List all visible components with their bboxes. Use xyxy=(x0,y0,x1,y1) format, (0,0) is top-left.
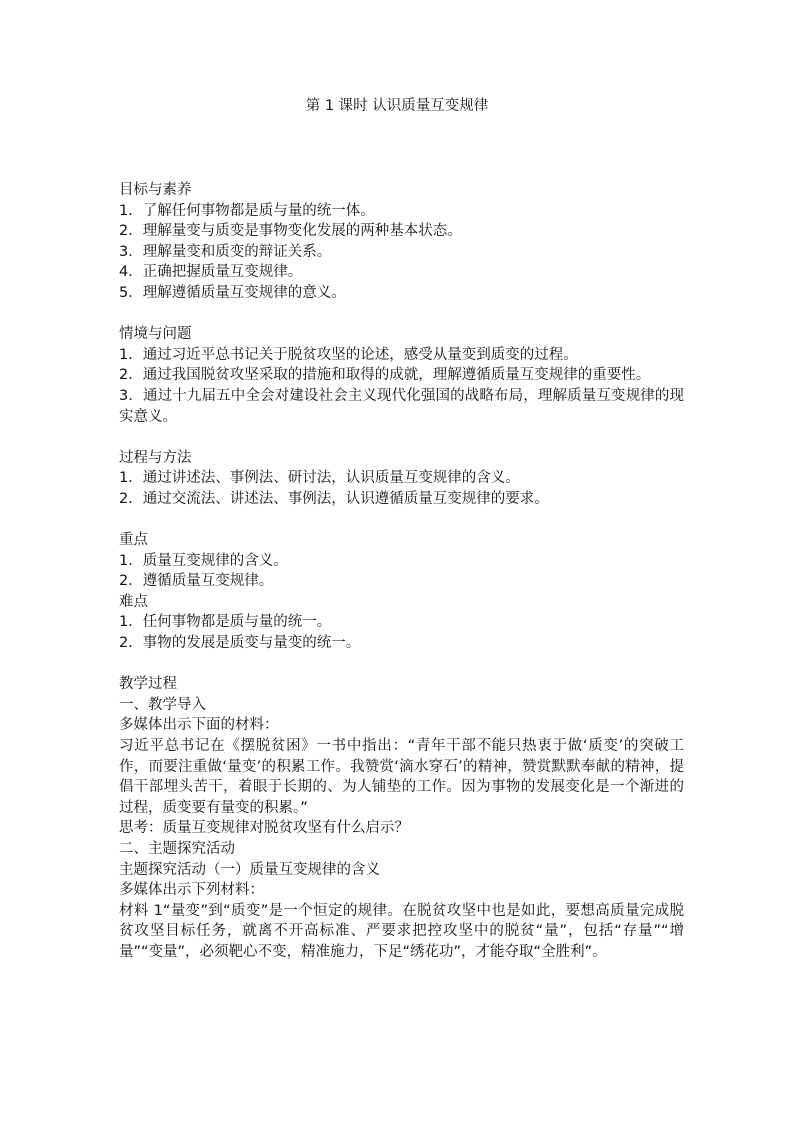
material-paragraph: 材料 1“量变”到“质变”是一个恒定的规律。在脱贫攻坚中也是如此，要想高质量完成脱贫攻坚目标任务，就离不开高标准、严要求把控攻坚中的脱贫“量”，包括“存量”“增量”“变量”，必须靶心不变，精准施力，下足“绣花功”，才能夺取“全胜利”。 xyxy=(119,902,684,960)
section-activities: 二、主题探究活动 xyxy=(119,841,235,857)
media-note: 多媒体出示下列材料： xyxy=(119,882,264,899)
situation-item: 2．通过我国脱贫攻坚采取的措施和取得的成就，理解遵循质量互变规律的重要性。 xyxy=(119,367,651,384)
keypoint-item: 2．遵循质量互变规律。 xyxy=(119,573,274,590)
goal-item: 5．理解遵循质量互变规律的意义。 xyxy=(119,284,346,301)
goals-heading: 目标与素养 xyxy=(119,182,192,198)
situation-heading: 情境与问题 xyxy=(119,326,192,343)
lesson-title: 第 1 课时 认识质量互变规律 xyxy=(305,98,489,114)
goal-item: 4．正确把握质量互变规律。 xyxy=(119,264,303,281)
document-body xyxy=(119,180,684,963)
goal-item: 3．理解量变和质变的辩证关系。 xyxy=(119,243,332,260)
difficulty-item: 2．事物的发展是质变与量变的统一。 xyxy=(119,635,361,652)
think-question: 思考：质量互变规律对脱贫攻坚有什么启示？ xyxy=(119,820,409,837)
teaching-heading: 教学过程 xyxy=(119,676,177,693)
quote-paragraph: 习近平总书记在《摆脱贫困》一书中指出：“青年干部不能只热衷于做‘质变’的突破工作，而要注重做‘量变’的积累工作。我赞赏‘滴水穿石’的精神，赞赏默默奉献的精神，提倡干部埋头苦干，着眼于长期的、为人铺垫的工作。因为事物的发展变化是一个渐进的过程，质变要有量变的积累。” xyxy=(119,738,684,816)
activity-title: 主题探究活动（一）质量互变规律的含义 xyxy=(119,861,380,878)
keypoints-heading: 重点 xyxy=(119,532,148,549)
situation-item: 1．通过习近平总书记关于脱贫攻坚的论述，感受从量变到质变的过程。 xyxy=(119,346,578,363)
media-note: 多媒体出示下面的材料： xyxy=(119,717,279,734)
process-heading: 过程与方法 xyxy=(119,449,192,466)
process-item: 1．通过讲述法、事例法、研讨法，认识质量互变规律的含义。 xyxy=(119,470,520,487)
difficulties-heading: 难点 xyxy=(119,593,148,610)
process-item: 2．通过交流法、讲述法、事例法，认识遵循质量互变规律的要求。 xyxy=(119,490,549,507)
situation-item: 3．通过十九届五中全会对建设社会主义现代化强国的战略布局，理解质量互变规律的现实意义。 xyxy=(119,387,684,425)
goal-item: 1．了解任何事物都是质与量的统一体。 xyxy=(119,202,375,219)
goal-item: 2．理解量变与质变是事物变化发展的两种基本状态。 xyxy=(119,223,462,240)
keypoint-item: 1．质量互变规律的含义。 xyxy=(119,552,288,569)
section-intro: 一、教学导入 xyxy=(119,696,206,713)
difficulty-item: 1．任何事物都是质与量的统一。 xyxy=(119,614,332,631)
